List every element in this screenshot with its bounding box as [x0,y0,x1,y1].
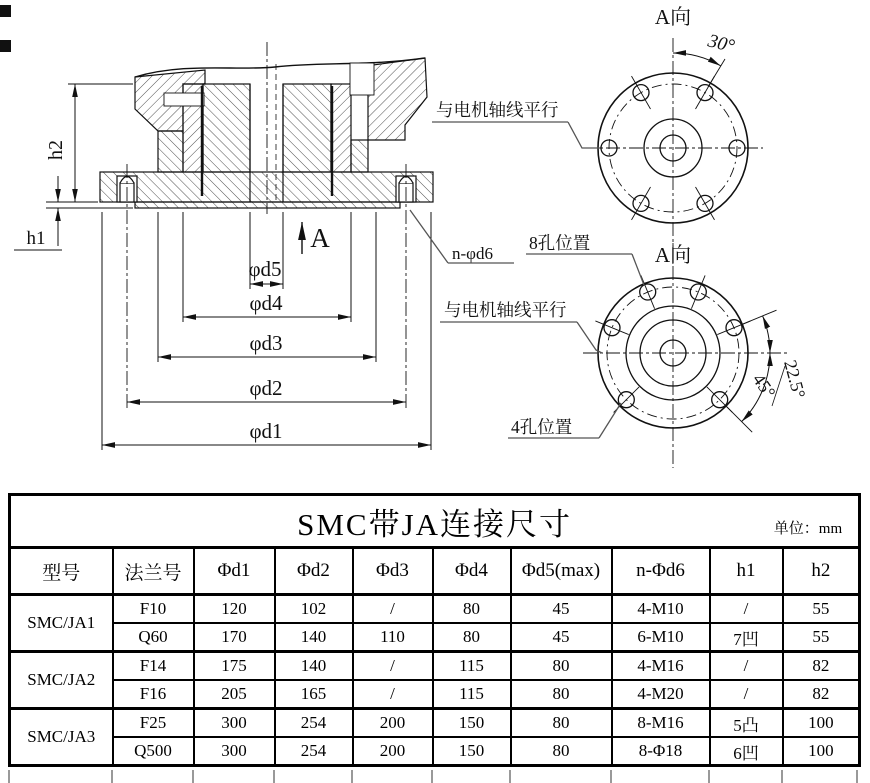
value-cell: 150 [433,737,511,766]
header-model: 型号 [10,548,113,595]
bottom-a-view [583,243,788,468]
model-cell: SMC/JA3 [10,709,113,766]
table-row [10,709,860,738]
flange-cell: F25 [113,709,194,738]
value-cell: 115 [433,680,511,709]
bolt-right [396,164,416,410]
value-cell: 170 [194,623,275,652]
header-d3: Φd3 [353,548,433,595]
value-cell: 82 [783,652,860,681]
value-cell: 120 [194,595,275,624]
header-d1: Φd1 [194,548,275,595]
flange-cell: Q500 [113,737,194,766]
value-cell: 5凸 [710,709,783,738]
table-title-cell [10,495,860,548]
flange-cell: F10 [113,595,194,624]
top-axis-note: 与电机轴线平行 [436,100,559,120]
dim-label-d4: φd4 [249,291,283,315]
dim-label-d5: φd5 [248,257,282,281]
section-arrow-label: A [310,223,330,253]
bottom-view-title: A向 [654,243,692,267]
value-cell: 6-M10 [612,623,710,652]
value-cell: / [710,595,783,624]
eight-hole-callout [526,233,644,285]
value-cell: 55 [783,595,860,624]
value-cell: 150 [433,709,511,738]
bolt-callout-label: n-φd6 [452,244,493,263]
value-cell: 110 [353,623,433,652]
dim-label-h1: h1 [26,228,46,249]
value-cell: 80 [433,595,511,624]
unit-note: 单位：mm [773,521,843,537]
value-cell: 8-M16 [612,709,710,738]
value-cell: 140 [275,623,353,652]
value-cell: 205 [194,680,275,709]
four-hole-callout [508,403,621,438]
value-cell: 300 [194,709,275,738]
flange-cell: F14 [113,652,194,681]
value-cell: 45 [511,623,612,652]
angle-225-label: 22.5° [780,357,810,401]
bottom-axis-note: 与电机轴线平行 [444,300,567,320]
value-cell: 80 [511,680,612,709]
value-cell: 80 [433,623,511,652]
bottom-axis-callout [440,300,602,353]
model-cell: SMC/JA1 [10,595,113,652]
table-row [10,595,860,624]
value-cell: 4-M20 [612,680,710,709]
header-d4: Φd4 [433,548,511,595]
value-cell: 100 [783,709,860,738]
value-cell: / [710,680,783,709]
angle-45-label: 45° [748,369,780,402]
value-cell: 7凹 [710,623,783,652]
value-cell: 165 [275,680,353,709]
value-cell: 140 [275,652,353,681]
table-row [10,623,860,652]
value-cell: 8-Φ18 [612,737,710,766]
table-title-row [10,495,860,548]
value-cell: / [353,680,433,709]
dim-label-d3: φd3 [249,331,283,355]
model-cell: SMC/JA2 [10,652,113,709]
dim-label-d2: φd2 [249,376,283,400]
value-cell: 80 [511,709,612,738]
header-h1: h1 [710,548,783,595]
dim-label-d1: φd1 [249,419,283,443]
value-cell: / [710,652,783,681]
flange-cell: Q60 [113,623,194,652]
header-d5: Φd5(max) [511,548,612,595]
top-axis-callout [432,100,600,148]
value-cell: 80 [511,652,612,681]
value-cell: 4-M10 [612,595,710,624]
bolt-callout [410,210,514,263]
four-hole-label: 4孔位置 [511,417,573,437]
value-cell: / [353,652,433,681]
value-cell: 200 [353,709,433,738]
value-cell: 254 [275,709,353,738]
top-view-title: A向 [654,5,692,29]
value-cell: 82 [783,680,860,709]
bolt-left [117,164,137,410]
value-cell: 300 [194,737,275,766]
flange-cell: F16 [113,680,194,709]
value-cell: 45 [511,595,612,624]
value-cell: 80 [511,737,612,766]
value-cell: 200 [353,737,433,766]
value-cell: 100 [783,737,860,766]
value-cell: 6凹 [710,737,783,766]
top-view-angle-label: 30° [705,30,737,58]
top-a-view [583,38,763,253]
value-cell: 254 [275,737,353,766]
value-cell: 175 [194,652,275,681]
header-d6: n-Φd6 [612,548,710,595]
header-d2: Φd2 [275,548,353,595]
header-h2: h2 [783,548,860,595]
dimension-table [8,493,861,767]
dim-label-h2: h2 [45,140,67,160]
value-cell: 115 [433,652,511,681]
header-flange: 法兰号 [113,548,194,595]
value-cell: 55 [783,623,860,652]
table-row [10,652,860,681]
eight-hole-label: 8孔位置 [529,233,591,253]
value-cell: 102 [275,595,353,624]
table-row [10,680,860,709]
table-row [10,737,860,766]
table-title: SMC带JA连接尺寸 [297,506,573,542]
value-cell: 4-M16 [612,652,710,681]
value-cell: / [353,595,433,624]
table-header-row [10,548,860,595]
